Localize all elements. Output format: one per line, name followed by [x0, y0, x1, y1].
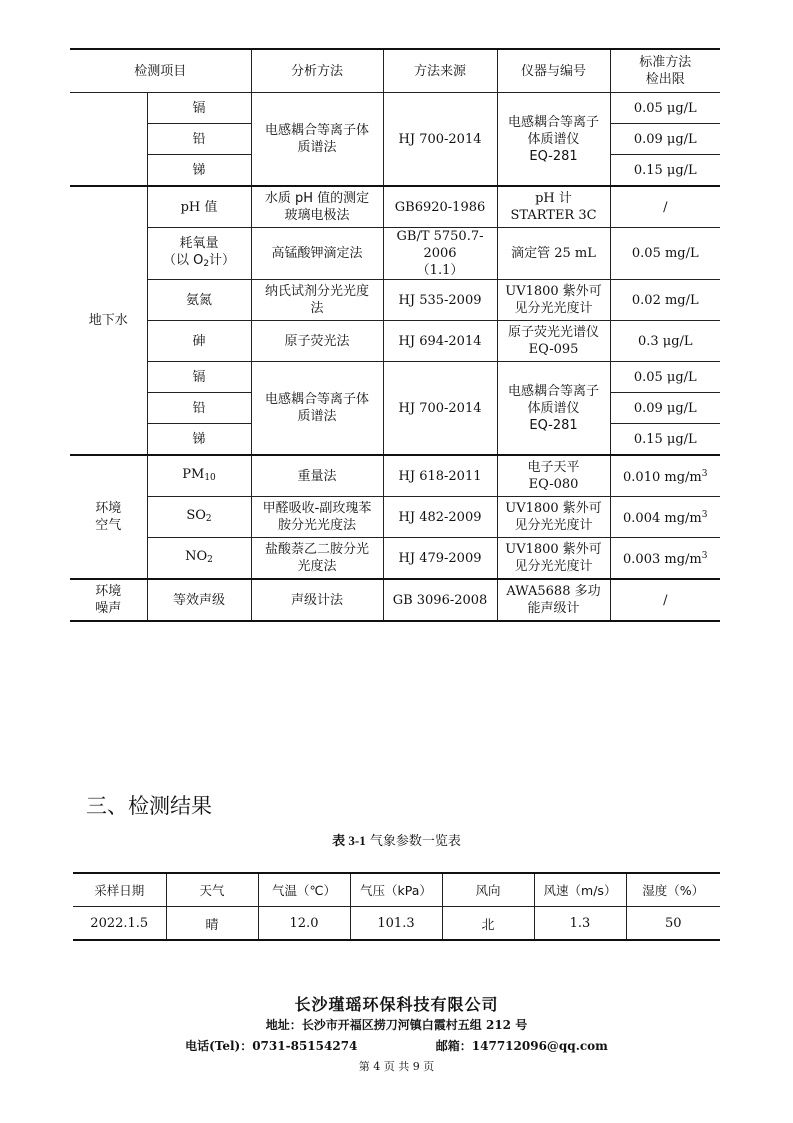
- limit-cell: 0.02 mg/L: [610, 280, 720, 321]
- instrument-cell: 电感耦合等离子 体质谱仪 EQ-281: [497, 362, 610, 456]
- method-cell: 高锰酸钾滴定法: [251, 228, 383, 280]
- table-row: [70, 455, 720, 497]
- instrument-cell: AWA5688 多功 能声级计: [497, 579, 610, 621]
- source-cell: HJ 482-2009: [383, 497, 497, 538]
- table-row: [70, 538, 720, 580]
- source-cell: HJ 618-2011: [383, 455, 497, 497]
- method-cell: 纳氏试剂分光光度 法: [251, 280, 383, 321]
- table-row: [70, 497, 720, 538]
- table-header-row: [73, 873, 720, 907]
- source-cell: HJ 535-2009: [383, 280, 497, 321]
- item-cell: 等效声级: [147, 579, 251, 621]
- header-instrument: 仪器与编号: [497, 49, 610, 93]
- limit-cell: 0.003 $mg/m^3$: [610, 538, 720, 580]
- company-address: 地址：长沙市开福区捞刀河镇白霞村五组 212 号: [265, 1018, 528, 1032]
- instrument-cell: 滴定管 25 mL: [497, 228, 610, 280]
- source-cell: GB6920-1986: [383, 186, 497, 228]
- source-cell: HJ 700-2014: [383, 93, 497, 187]
- item-cell: $PM_{10}$: [147, 455, 251, 497]
- table-row: [70, 93, 720, 124]
- caption-number: 表 3-1: [332, 833, 366, 848]
- table-row: [70, 362, 720, 393]
- item-cell: 铅: [147, 393, 251, 424]
- table-row: [70, 186, 720, 228]
- cell-wind-speed: 1.3: [534, 907, 626, 941]
- cell-humidity: 50: [626, 907, 720, 941]
- item-cell: pH 值: [147, 186, 251, 228]
- contact-line: [0, 1037, 793, 1054]
- item-cell: $SO_2$: [147, 497, 251, 538]
- limit-cell: 0.05 mg/L: [610, 228, 720, 280]
- limit-cell: 0.05 μg/L: [610, 93, 720, 124]
- limit-cell: 0.15 μg/L: [610, 424, 720, 456]
- limit-cell: 0.010 $mg/m^3$: [610, 455, 720, 497]
- method-cell: 电感耦合等离子体 质谱法: [251, 362, 383, 456]
- header-limit: 标准方法 检出限: [610, 49, 720, 93]
- cell-wind-direction: 北: [442, 907, 534, 941]
- limit-cell: 0.15 μg/L: [610, 155, 720, 187]
- source-cell: GB/T 5750.7-2006 （1.1）: [383, 228, 497, 280]
- item-cell: 镉: [147, 362, 251, 393]
- limit-cell: 0.3 μg/L: [610, 321, 720, 362]
- header-method: 分析方法: [251, 49, 383, 93]
- header-pressure: 气压（kPa）: [350, 873, 442, 907]
- header-humidity: 湿度（%）: [626, 873, 720, 907]
- instrument-cell: UV1800 紫外可 见分光光度计: [497, 280, 610, 321]
- limit-cell: 0.09 μg/L: [610, 124, 720, 155]
- group-cell-groundwater: 地下水: [70, 186, 147, 455]
- table-row: [70, 321, 720, 362]
- method-cell: 重量法: [251, 455, 383, 497]
- instrument-cell: UV1800 紫外可 见分光光度计: [497, 538, 610, 580]
- limit-cell: 0.004 $mg/m^3$: [610, 497, 720, 538]
- telephone: 电话(Tel)：0731-85154274: [185, 1039, 358, 1053]
- cell-date: 2022.1.5: [73, 907, 166, 941]
- item-cell: 铅: [147, 124, 251, 155]
- table-header-row: [70, 49, 720, 93]
- method-cell: 声级计法: [251, 579, 383, 621]
- limit-cell: 0.09 μg/L: [610, 393, 720, 424]
- section-heading: 三、检测结果: [86, 794, 212, 818]
- source-cell: HJ 700-2014: [383, 362, 497, 456]
- caption-text: 气象参数一览表: [369, 834, 461, 849]
- item-cell: 锑: [147, 424, 251, 456]
- weather-table: [73, 872, 720, 941]
- source-cell: GB 3096-2008: [383, 579, 497, 621]
- instrument-cell: 原子荧光光谱仪 EQ-095: [497, 321, 610, 362]
- header-item: 检测项目: [70, 49, 251, 93]
- limit-cell: /: [610, 579, 720, 621]
- limit-cell: 0.05 μg/L: [610, 362, 720, 393]
- item-cell: 镉: [147, 93, 251, 124]
- method-cell: 甲醛吸收-副玫瑰苯 胺分光光度法: [251, 497, 383, 538]
- source-cell: HJ 694-2014: [383, 321, 497, 362]
- instrument-cell: 电子天平 EQ-080: [497, 455, 610, 497]
- group-cell-empty: [70, 93, 147, 187]
- item-cell: 耗氧量 （以 $O_2$计）: [147, 228, 251, 280]
- header-weather: 天气: [166, 873, 258, 907]
- page-number: 第 4 页 共 9 页: [358, 1060, 435, 1073]
- header-temperature: 气温（℃）: [258, 873, 350, 907]
- company-name: 长沙瑾瑶环保科技有限公司: [294, 995, 499, 1014]
- header-source: 方法来源: [383, 49, 497, 93]
- method-table: [70, 48, 720, 622]
- email: 邮箱：147712096@qq.com: [435, 1039, 608, 1053]
- source-cell: HJ 479-2009: [383, 538, 497, 580]
- cell-pressure: 101.3: [350, 907, 442, 941]
- method-cell: 电感耦合等离子体 质谱法: [251, 93, 383, 187]
- item-cell: $NO_2$: [147, 538, 251, 580]
- limit-cell: /: [610, 186, 720, 228]
- instrument-cell: 电感耦合等离子 体质谱仪 EQ-281: [497, 93, 610, 187]
- item-cell: 砷: [147, 321, 251, 362]
- cell-temperature: 12.0: [258, 907, 350, 941]
- cell-weather: 晴: [166, 907, 258, 941]
- method-cell: 盐酸萘乙二胺分光 光度法: [251, 538, 383, 580]
- instrument-cell: pH 计 STARTER 3C: [497, 186, 610, 228]
- item-cell: 氨氮: [147, 280, 251, 321]
- group-cell-noise: 环境 噪声: [70, 579, 147, 621]
- header-wind-direction: 风向: [442, 873, 534, 907]
- method-cell: 原子荧光法: [251, 321, 383, 362]
- table-row: [73, 907, 720, 941]
- instrument-cell: UV1800 紫外可 见分光光度计: [497, 497, 610, 538]
- table-row: [70, 579, 720, 621]
- item-cell: 锑: [147, 155, 251, 187]
- group-cell-ambient-air: 环境 空气: [70, 455, 147, 579]
- table-row: [70, 228, 720, 280]
- table-caption: [0, 830, 793, 849]
- header-wind-speed: 风速（m/s）: [534, 873, 626, 907]
- header-date: 采样日期: [73, 873, 166, 907]
- table-row: [70, 280, 720, 321]
- method-cell: 水质 pH 值的测定 玻璃电极法: [251, 186, 383, 228]
